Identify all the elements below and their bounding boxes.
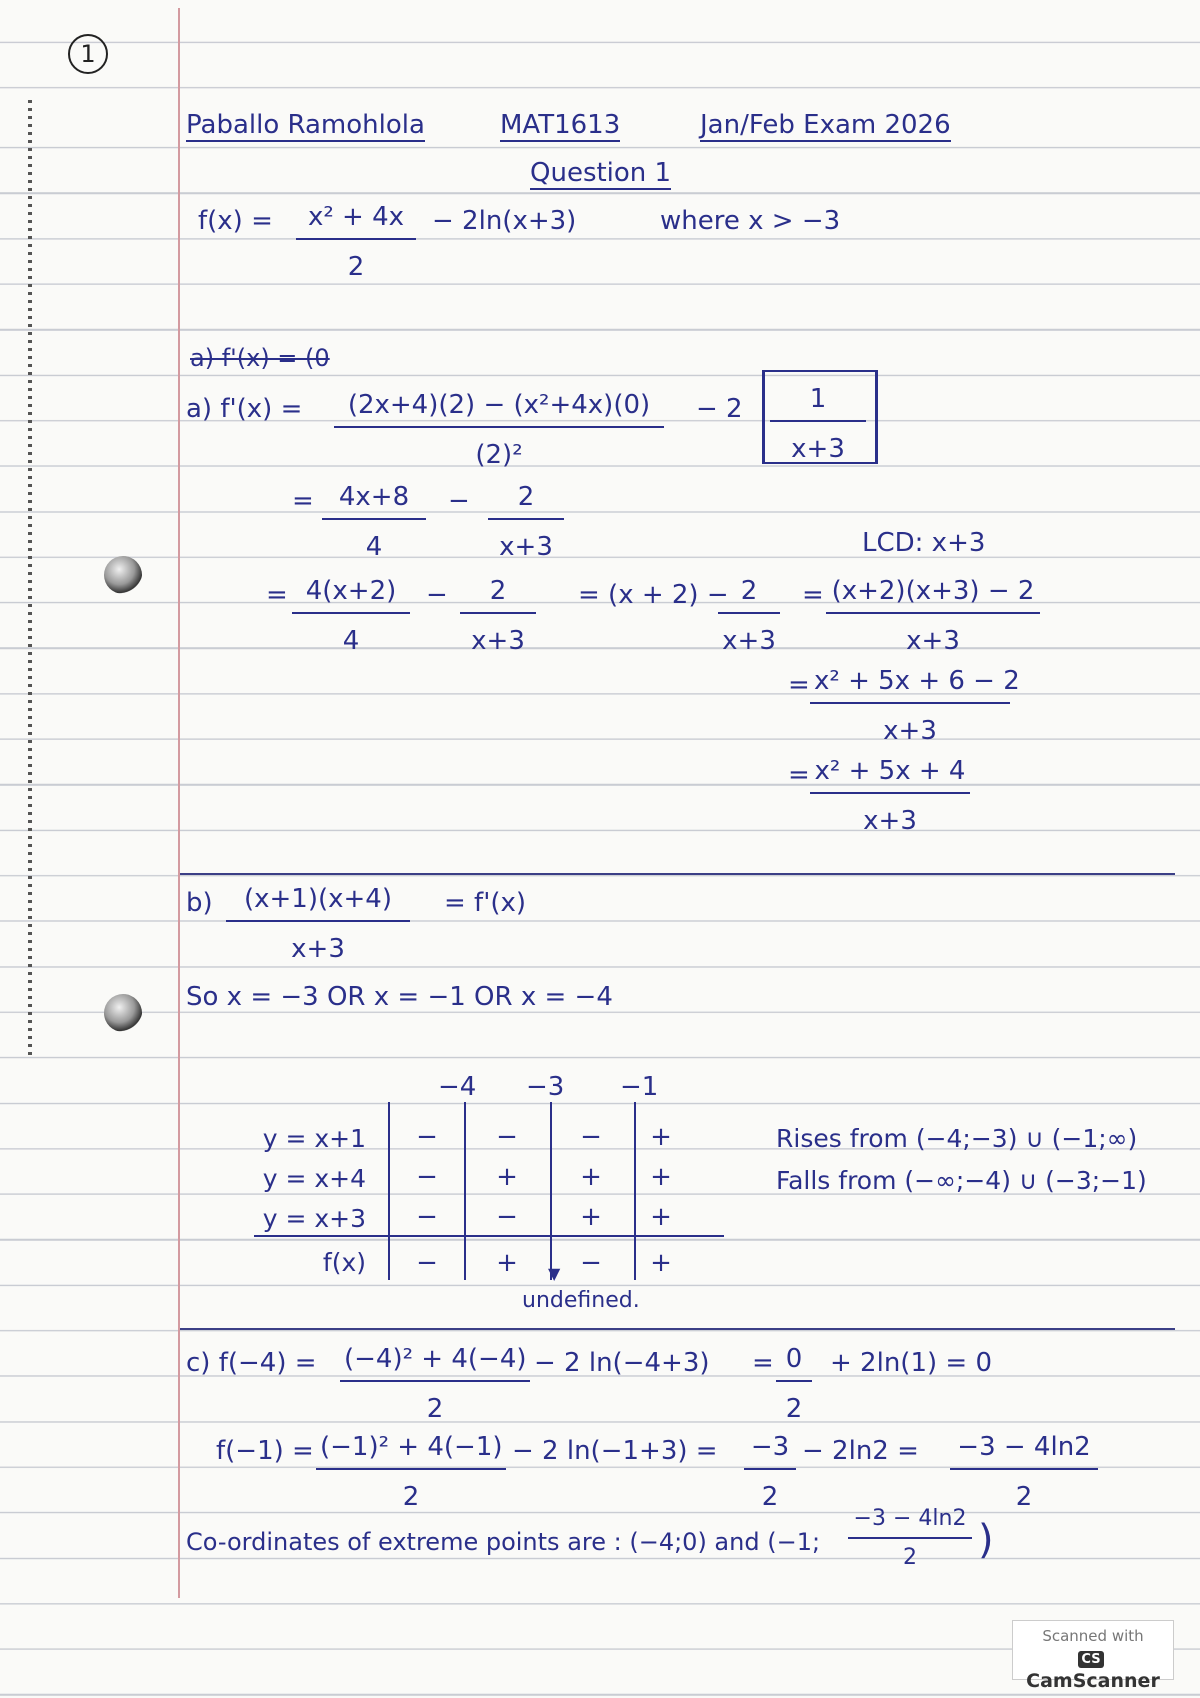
part-b-label: b) [186,888,213,918]
row-label: y = x+1 [262,1124,366,1153]
f-minus4-result: + 2ln(1) = 0 [830,1348,992,1378]
zero-fraction [776,1344,812,1424]
step5-fraction [810,666,1020,746]
minus-two: − 2 [696,394,743,424]
critical-values: So x = −3 OR x = −1 OR x = −4 [186,982,613,1012]
sign-cell: − [416,1122,438,1152]
step3-expression: = (x + 2) − [578,580,729,610]
margin-line [178,8,180,1598]
sign-cell: − [416,1162,438,1192]
f-minus1-result-denominator: 2 [1015,1482,1033,1512]
f-minus1-mid: − 2ln2 = [802,1436,919,1466]
section-divider [180,1328,1175,1330]
step2-fraction-2 [460,576,536,656]
given-domain: where x > −3 [660,206,841,236]
sign-cell: + [496,1248,518,1278]
critical-point-label: −4 [438,1072,477,1102]
step1-equals: = [292,486,314,516]
step6-numerator: x² + 5x + 4 [810,756,970,794]
f-minus1-log: − 2 ln(−1+3) = [512,1436,718,1466]
step1-minus: − [448,486,470,516]
f-minus1-label: f(−1) = [216,1436,314,1466]
crossed-out-attempt: a) f'(x) = (0 [190,344,330,372]
quotient-rule-fraction [334,390,664,470]
f-minus1-result-numerator: −3 − 4ln2 [950,1432,1098,1470]
sign-cell: + [496,1162,518,1192]
arrow-down-icon: ▼ [548,1264,561,1283]
part-c-label: c) f(−4) = [186,1348,317,1378]
zero-denominator: 2 [785,1394,803,1424]
step2-equals: = [266,580,288,610]
step3-numerator: 2 [718,576,780,614]
given-log-term: − 2ln(x+3) [432,206,577,236]
factored-fraction [226,884,410,964]
decreasing-intervals: Falls from (−∞;−4) ∪ (−3;−1) [776,1166,1147,1195]
conclusion-fraction [848,1506,972,1570]
punch-hole [104,556,142,594]
row-label: y = x+3 [262,1204,366,1233]
given-denominator: 2 [347,252,365,282]
badge-brand: CamScanner [1026,1670,1160,1692]
part-a-label: a) f'(x) = [186,394,303,424]
row-label: y = x+4 [262,1164,366,1193]
page-number: 1 [68,34,108,74]
step1-fraction [322,482,426,562]
increasing-intervals: Rises from (−4;−3) ∪ (−1;∞) [776,1124,1138,1153]
bracket-denominator: x+3 [791,434,845,464]
step1-denominator-2: x+3 [499,532,553,562]
given-fraction [296,202,416,282]
step5-denominator: x+3 [883,716,937,746]
table-divider [254,1235,724,1237]
conclusion-text: Co-ordinates of extreme points are : (−4;0) and (−1; [186,1528,821,1556]
f-minus4-numerator: (−4)² + 4(−4) [340,1344,530,1382]
quotient-numerator: (2x+4)(2) − (x²+4x)(0) [334,390,664,428]
minus3-denominator: 2 [761,1482,779,1512]
minus3-fraction [744,1432,796,1512]
lcd-note: LCD: x+3 [862,528,986,558]
step2-fraction [292,576,410,656]
sign-cell: + [650,1122,672,1152]
step2-denominator: 4 [342,626,360,656]
critical-point-label: −1 [620,1072,659,1102]
step6-denominator: x+3 [863,806,917,836]
step3-denominator: x+3 [722,626,776,656]
student-name: Paballo Ramohlola [186,110,425,140]
sign-cell: − [496,1122,518,1152]
camscanner-logo-icon: CS [1078,1651,1103,1668]
step5-numerator: x² + 5x + 6 − 2 [810,666,1010,704]
sign-cell: − [496,1202,518,1232]
f-minus4-log: − 2 ln(−4+3) [534,1348,710,1378]
step2-minus: − [426,580,448,610]
bracket-fraction [770,384,866,464]
factored-numerator: (x+1)(x+4) [226,884,410,922]
sign-cell: + [580,1162,602,1192]
punch-hole [104,994,142,1032]
badge-line1: Scanned with [1042,1627,1144,1645]
badge-line2 [1013,1648,1173,1692]
camscanner-badge [1012,1620,1174,1692]
table-divider [550,1102,552,1280]
row-label: f(x) [322,1248,366,1277]
f-minus4-equals: = [752,1348,774,1378]
step1-denominator: 4 [365,532,383,562]
sign-cell: + [650,1162,672,1192]
section-divider [180,873,1175,875]
conclusion-close-paren: ) [978,1517,994,1563]
zero-numerator: 0 [776,1344,812,1382]
given-numerator: x² + 4x [296,202,416,240]
step4-equals: = [802,580,824,610]
course-code: MAT1613 [500,110,621,140]
f-minus1-result-fraction [950,1432,1098,1512]
f-minus4-fraction [340,1344,530,1424]
step4-numerator: (x+2)(x+3) − 2 [826,576,1040,614]
minus3-numerator: −3 [744,1432,796,1470]
conclusion-numerator: −3 − 4ln2 [848,1506,972,1539]
step6-equals: = [788,760,810,790]
step4-denominator: x+3 [906,626,960,656]
quotient-denominator: (2)² [475,440,523,470]
sign-cell: − [580,1248,602,1278]
sign-cell: + [580,1202,602,1232]
bracket-numerator: 1 [770,384,866,422]
sign-cell: + [650,1202,672,1232]
equals-fprime: = f'(x) [444,888,527,918]
exam-title: Jan/Feb Exam 2026 [700,110,951,140]
table-divider [388,1102,390,1280]
sign-cell: − [580,1122,602,1152]
step5-equals: = [788,670,810,700]
step3-fraction [718,576,780,656]
sign-cell: − [416,1248,438,1278]
step2-numerator: 4(x+2) [292,576,410,614]
critical-point-label: −3 [526,1072,565,1102]
undefined-note: undefined. [522,1288,640,1313]
step1-numerator: 4x+8 [322,482,426,520]
spiral-binding [28,100,32,1060]
step2-denominator-2: x+3 [471,626,525,656]
question-title: Question 1 [530,158,672,188]
f-minus1-fraction [316,1432,506,1512]
step1-numerator-2: 2 [488,482,564,520]
sign-cell: + [650,1248,672,1278]
step2-numerator-2: 2 [460,576,536,614]
given-fx-label: f(x) = [198,206,273,236]
factored-denominator: x+3 [291,934,345,964]
f-minus1-numerator: (−1)² + 4(−1) [316,1432,506,1470]
step1-fraction-2 [488,482,564,562]
step4-fraction [826,576,1040,656]
sign-cell: − [416,1202,438,1232]
f-minus1-denominator: 2 [402,1482,420,1512]
table-divider [464,1102,466,1280]
f-minus4-denominator: 2 [426,1394,444,1424]
step6-fraction [810,756,970,836]
conclusion-denominator: 2 [903,1545,917,1570]
